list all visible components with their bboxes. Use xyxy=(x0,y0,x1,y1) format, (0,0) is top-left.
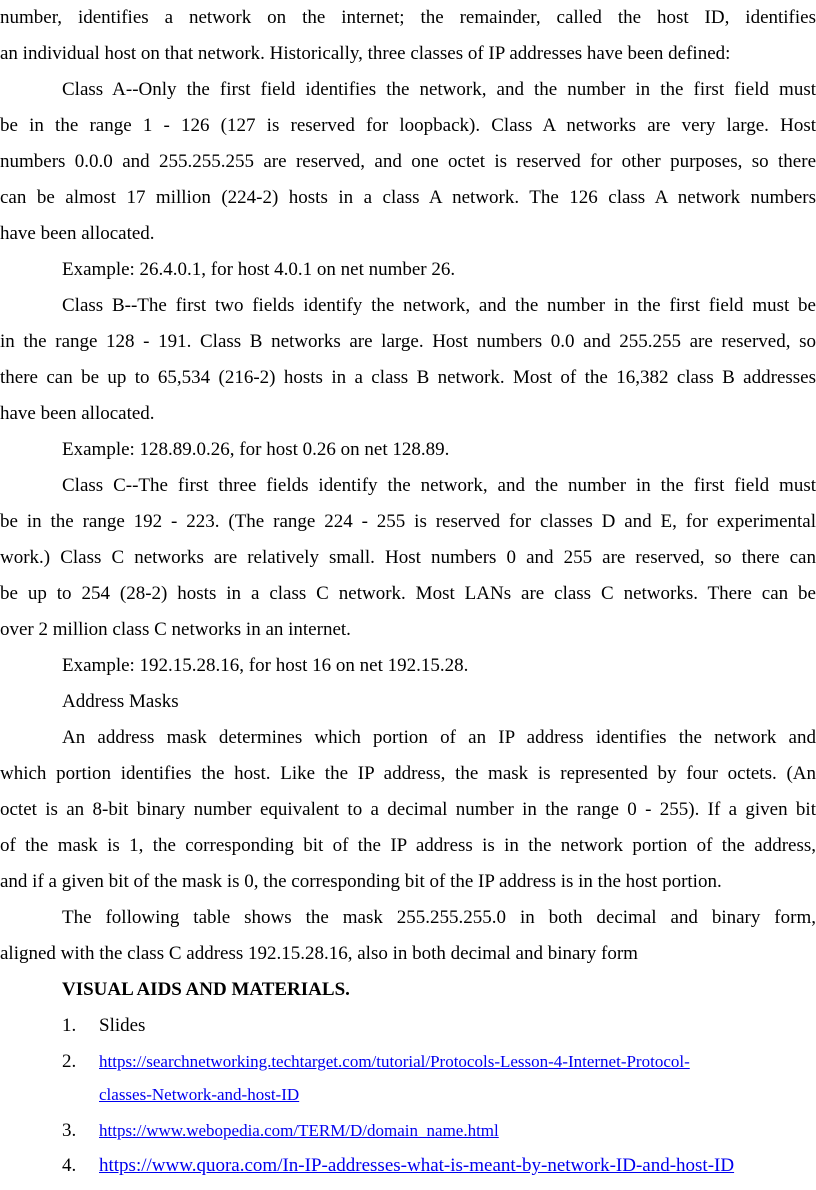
masks-paragraph-line: octet is an 8-bit binary number equivalent to a decimal number in the range 0 - 255). If a given bit xyxy=(0,799,816,820)
masks-paragraph-line: which portion identifies the host. Like the IP address, the mask is represented by four octets. (An xyxy=(0,763,816,784)
list-number: 2. xyxy=(62,1051,77,1072)
class-b-paragraph-line: have been allocated. xyxy=(0,403,155,424)
class-b-paragraph-line: Class B--The first two fields identify the network, and the number in the first field must be xyxy=(62,295,816,316)
link-techtarget-continued[interactable]: classes-Network-and-host-ID xyxy=(99,1085,300,1104)
masks-paragraph-line: and if a given bit of the mask is 0, the corresponding bit of the IP address is in the host portion. xyxy=(0,871,722,892)
class-c-paragraph-line: be in the range 192 - 223. (The range 224 - 255 is reserved for classes D and E, for experimental xyxy=(0,511,816,532)
list-item-slides: Slides xyxy=(99,1015,146,1036)
class-a-paragraph-line: can be almost 17 million (224-2) hosts in a class A network. The 126 class A network numbers xyxy=(0,187,816,208)
link-techtarget[interactable]: https://searchnetworking.techtarget.com/tutorial/Protocols-Lesson-4-Internet-Protocol- xyxy=(99,1052,690,1071)
link-webopedia[interactable]: https://www.webopedia.com/TERM/D/domain_name.html xyxy=(99,1121,499,1140)
class-a-paragraph-line: Class A--Only the first field identifies the network, and the number in the first field must xyxy=(62,79,816,100)
class-b-paragraph-line: there can be up to 65,534 (216-2) hosts in a class B network. Most of the 16,382 class B addresses xyxy=(0,367,816,388)
body-line: number, identifies a network on the internet; the remainder, called the host ID, identifies xyxy=(0,7,816,28)
body-line: an individual host on that network. Historically, three classes of IP addresses have been defined: xyxy=(0,43,731,64)
class-a-paragraph-line: be in the range 1 - 126 (127 is reserved for loopback). Class A networks are very large. Host xyxy=(0,115,816,136)
class-c-paragraph-line: Class C--The first three fields identify the network, and the number in the first field must xyxy=(62,475,816,496)
table-note-line: The following table shows the mask 255.255.255.0 in both decimal and binary form, xyxy=(62,907,816,928)
class-c-paragraph-line: be up to 254 (28-2) hosts in a class C network. Most LANs are class C networks. There can be xyxy=(0,583,816,604)
class-b-paragraph-line: in the range 128 - 191. Class B networks are large. Host numbers 0.0 and 255.255 are reserved, so xyxy=(0,331,816,352)
address-masks-heading: Address Masks xyxy=(62,691,179,712)
example-a: Example: 26.4.0.1, for host 4.0.1 on net number 26. xyxy=(62,259,456,280)
list-number: 4. xyxy=(62,1155,77,1176)
masks-paragraph-line: An address mask determines which portion of an IP address identifies the network and xyxy=(62,727,816,748)
list-number: 1. xyxy=(62,1015,77,1036)
table-note-line: aligned with the class C address 192.15.28.16, also in both decimal and binary form xyxy=(0,943,638,964)
class-c-paragraph-line: work.) Class C networks are relatively small. Host numbers 0 and 255 are reserved, so there can xyxy=(0,547,816,568)
list-number: 3. xyxy=(62,1120,77,1141)
class-a-paragraph-line: have been allocated. xyxy=(0,223,155,244)
link-quora[interactable]: https://www.quora.com/In-IP-addresses-what-is-meant-by-network-ID-and-host-ID xyxy=(99,1155,735,1176)
example-c: Example: 192.15.28.16, for host 16 on net 192.15.28. xyxy=(62,655,469,676)
example-b: Example: 128.89.0.26, for host 0.26 on net 128.89. xyxy=(62,439,450,460)
visual-aids-heading: VISUAL AIDS AND MATERIALS. xyxy=(62,979,350,1000)
class-c-paragraph-line: over 2 million class C networks in an internet. xyxy=(0,619,351,640)
class-a-paragraph-line: numbers 0.0.0 and 255.255.255 are reserved, and one octet is reserved for other purposes, so there xyxy=(0,151,816,172)
masks-paragraph-line: of the mask is 1, the corresponding bit of the IP address is in the network portion of the address, xyxy=(0,835,816,856)
